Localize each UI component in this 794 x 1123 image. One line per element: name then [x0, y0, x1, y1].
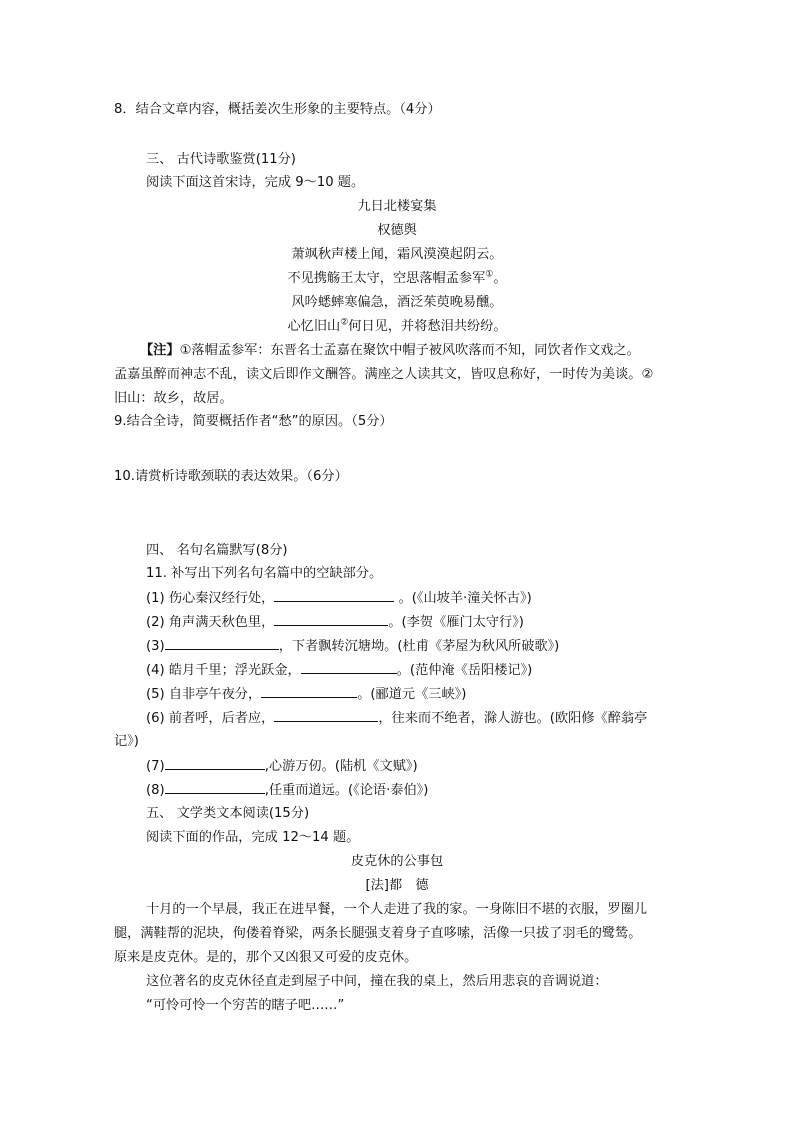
- section-5-title: 五、 文学类文本阅读(15分): [146, 806, 310, 821]
- fill-item-5-suffix: 。(郦道元《三峡》): [357, 687, 467, 702]
- fill-blank-5[interactable]: [261, 683, 357, 698]
- poem-line-2-text: 不见携觞王太守，空思落帽孟参军: [287, 271, 486, 286]
- fill-item-1: [146, 587, 532, 610]
- poem-line-4-text: 心忆旧山: [287, 319, 341, 334]
- fill-item-6: [146, 707, 647, 730]
- fill-item-6-cont: [114, 731, 139, 753]
- poem-line-2-end: 。: [493, 271, 507, 286]
- fill-item-2-suffix: 。(李贺《雁门太守行》): [388, 615, 524, 630]
- fill-item-8-prefix: (8): [146, 783, 165, 798]
- notes-tag: 【注】: [140, 343, 180, 358]
- section-4-title: 四、 名句名篇默写(8分): [146, 543, 288, 558]
- section-5-instruction: 阅读下面的作品，完成 12～14 题。: [146, 830, 360, 845]
- fill-item-4: [146, 659, 532, 682]
- fill-item-7-suffix: ,心游万仞。(陆机《文赋》): [264, 759, 418, 774]
- fill-item-5-prefix: (5) 自非亭午夜分，: [146, 687, 262, 702]
- fill-item-4-suffix: 。(范仲淹《岳阳楼记》): [396, 663, 533, 678]
- question-8: 8．结合文章内容，概括姜次生形象的主要特点。（4分）: [114, 102, 441, 117]
- footnote-marker-2: ②: [340, 317, 349, 328]
- question-11: 11. 补写出下列名句名篇中的空缺部分。: [146, 566, 383, 581]
- question-9: 9.结合全诗，简要概括作者“愁”的原因。（5分）: [114, 414, 393, 429]
- poem-line-4-end: 何日见，并将愁泪共纷纷。: [348, 319, 507, 334]
- poem-author: 权德舆: [377, 223, 417, 238]
- fill-item-3-suffix: ，下者飘转沉塘坳。(杜甫《茅屋为秋风所破歌》): [278, 639, 560, 654]
- fill-blank-4[interactable]: [301, 659, 397, 674]
- poem-line-3: 风吟蟋蟀寒偏急，酒泛茱萸晚易醺。: [291, 295, 503, 310]
- fill-item-3: [146, 635, 559, 658]
- notes-line-2: 孟嘉虽醉而神志不乱，读文后即作文酬答。满座之人读其文，皆叹息称好，一时传为美谈。②: [114, 367, 654, 382]
- fill-blank-8[interactable]: [165, 779, 265, 794]
- fill-item-2: [146, 611, 524, 634]
- fill-item-6-suffix: ，往来而不绝者，滁人游也。(欧阳修《醉翁亭: [378, 711, 648, 726]
- fill-blank-1[interactable]: [274, 587, 394, 602]
- footnote-marker-1: ①: [485, 269, 494, 280]
- section-3-instruction: 阅读下面这首宋诗，完成 9～10 题。: [146, 175, 365, 190]
- poem-title: 九日北楼宴集: [357, 199, 437, 214]
- fill-item-1-prefix: (1) 伤心秦汉经行处，: [146, 591, 275, 606]
- story-paragraph-2: 这位著名的皮克休径直走到屋子中间，撞在我的桌上，然后用悲哀的音调说道：: [146, 974, 608, 989]
- fill-item-7-prefix: (7): [146, 759, 165, 774]
- fill-item-8: [146, 779, 428, 802]
- fill-item-4-prefix: (4) 皓月千里；浮光跃金，: [146, 663, 301, 678]
- story-paragraph-1-line-3: 原来是皮克休。是的，那个又凶狠又可爱的皮克休。: [114, 950, 418, 965]
- fill-item-7: [146, 755, 418, 778]
- fill-blank-2[interactable]: [274, 611, 388, 626]
- fill-item-8-suffix: ,任重而道远。(《论语·泰伯》): [264, 783, 429, 798]
- story-title: 皮克休的公事包: [350, 854, 444, 869]
- story-author: [法]都 德: [365, 878, 429, 893]
- fill-item-5: [146, 683, 466, 706]
- notes-line-1: [140, 340, 640, 362]
- fill-item-6-continuation: 记》): [114, 734, 139, 749]
- poem-line-2: [0, 268, 794, 290]
- story-paragraph-1-line-1: 十月的一个早晨，我正在进早餐，一个人走进了我的家。一身陈旧不堪的衣服，罗圈儿: [146, 902, 648, 917]
- poem-line-1: 萧飒秋声楼上闻，霜风漠漠起阴云。: [291, 247, 503, 262]
- fill-blank-6[interactable]: [274, 707, 378, 722]
- fill-item-1-suffix: 。(《山坡羊·潼关怀古》): [394, 591, 532, 606]
- fill-blank-7[interactable]: [165, 755, 265, 770]
- poem-line-4: [0, 316, 794, 338]
- fill-blank-3[interactable]: [165, 635, 279, 650]
- question-10: 10.请赏析诗歌颈联的表达效果。（6分）: [114, 469, 348, 484]
- story-paragraph-1-line-2: 腿，满鞋帮的泥块，佝偻着脊梁，两条长腿强支着身子直哆嗦，活像一只拔了羽毛的鹭鸶。: [114, 926, 642, 941]
- section-3-title: 三、 古代诗歌鉴赏(11分): [146, 152, 296, 167]
- notes-line-1-text: ①落帽孟参军：东晋名士孟嘉在聚饮中帽子被风吹落而不知，同饮者作文戏之。: [179, 343, 640, 358]
- fill-item-2-prefix: (2) 角声满天秋色里，: [146, 615, 275, 630]
- notes-line-3: 旧山：故乡，故居。: [114, 391, 233, 406]
- fill-item-3-prefix: (3): [146, 639, 165, 654]
- fill-item-6-prefix: (6) 前者呼，后者应，: [146, 711, 275, 726]
- story-paragraph-3: “可怜可怜一个穷苦的瞎子吧……”: [146, 998, 345, 1013]
